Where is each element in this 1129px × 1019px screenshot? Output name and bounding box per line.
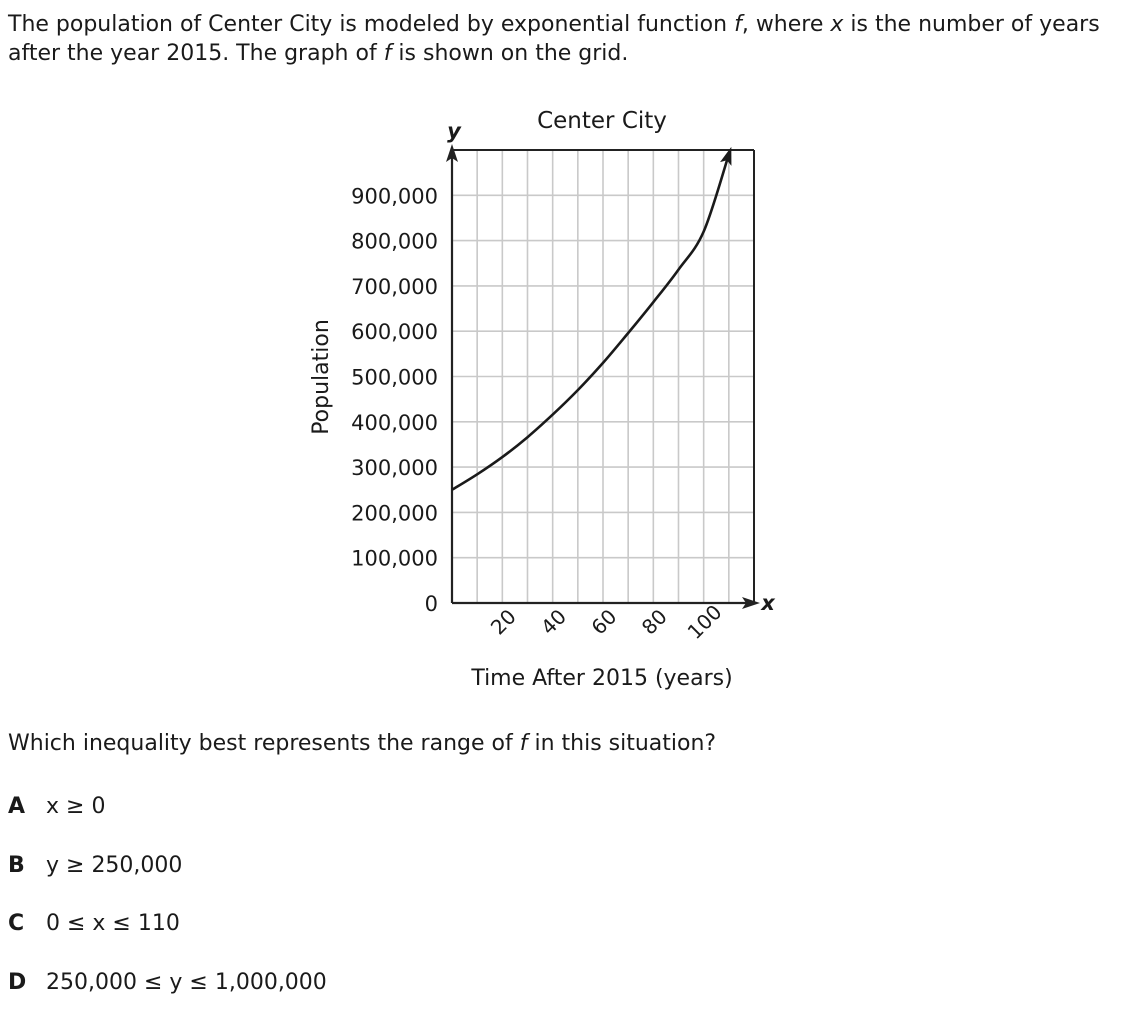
choice-text: 0 ≤ x ≤ 110 — [46, 911, 180, 936]
question-text-2: in this situation? — [527, 731, 717, 756]
intro-var-f-2: f — [383, 41, 392, 66]
choice-letter: A — [8, 794, 26, 819]
y-tick-label: 600,000 — [351, 320, 438, 345]
choice-letter: B — [8, 853, 25, 878]
choice-text: 250,000 ≤ y ≤ 1,000,000 — [46, 970, 327, 995]
y-tick-label: 200,000 — [351, 501, 438, 526]
intro-text-4: is shown on the grid. — [391, 41, 629, 66]
choice-c[interactable] — [8, 909, 180, 938]
x-tick-label: 100 — [682, 599, 727, 644]
x-axis-title: Time After 2015 (years) — [471, 666, 733, 691]
question-text — [8, 729, 716, 758]
choice-a[interactable] — [8, 792, 105, 821]
population-curve — [452, 155, 729, 490]
y-tick-label: 700,000 — [351, 274, 438, 299]
y-tick-label: 800,000 — [351, 229, 438, 254]
intro-text-2: , where — [741, 12, 831, 37]
intro-text-1: The population of Center City is modeled by exponential function — [8, 12, 735, 37]
x-tick-label: 80 — [636, 604, 672, 640]
y-tick-label: 900,000 — [351, 184, 438, 209]
x-tick-label: 60 — [586, 604, 622, 640]
y-tick-label: 500,000 — [351, 365, 438, 390]
choice-letter: C — [8, 911, 25, 936]
chart-title: Center City — [537, 108, 667, 134]
y-tick-label: 400,000 — [351, 410, 438, 435]
x-tick-label: 40 — [536, 604, 572, 640]
y-axis-symbol: y — [447, 119, 461, 143]
choice-text: y ≥ 250,000 — [46, 853, 183, 878]
y-tick-label: 0 — [424, 592, 438, 616]
y-tick-label: 100,000 — [351, 546, 438, 571]
y-tick-label: 300,000 — [351, 456, 438, 481]
intro-var-f: f — [734, 12, 742, 37]
choice-d[interactable] — [8, 968, 327, 997]
y-axis-title: Population — [309, 319, 334, 435]
chart-curve-group — [452, 147, 731, 490]
question-text-1: Which inequality best represents the range of — [8, 731, 520, 756]
x-axis-symbol: x — [761, 591, 775, 615]
choice-text: x ≥ 0 — [46, 794, 106, 819]
choice-b[interactable] — [8, 851, 182, 880]
intro-text-3: is the number of years after the year 2015. The graph of — [8, 12, 1100, 66]
x-tick-label: 20 — [485, 604, 521, 640]
choice-letter: D — [8, 970, 27, 995]
question-var-f: f — [519, 731, 528, 756]
intro-var-x: x — [830, 12, 844, 37]
